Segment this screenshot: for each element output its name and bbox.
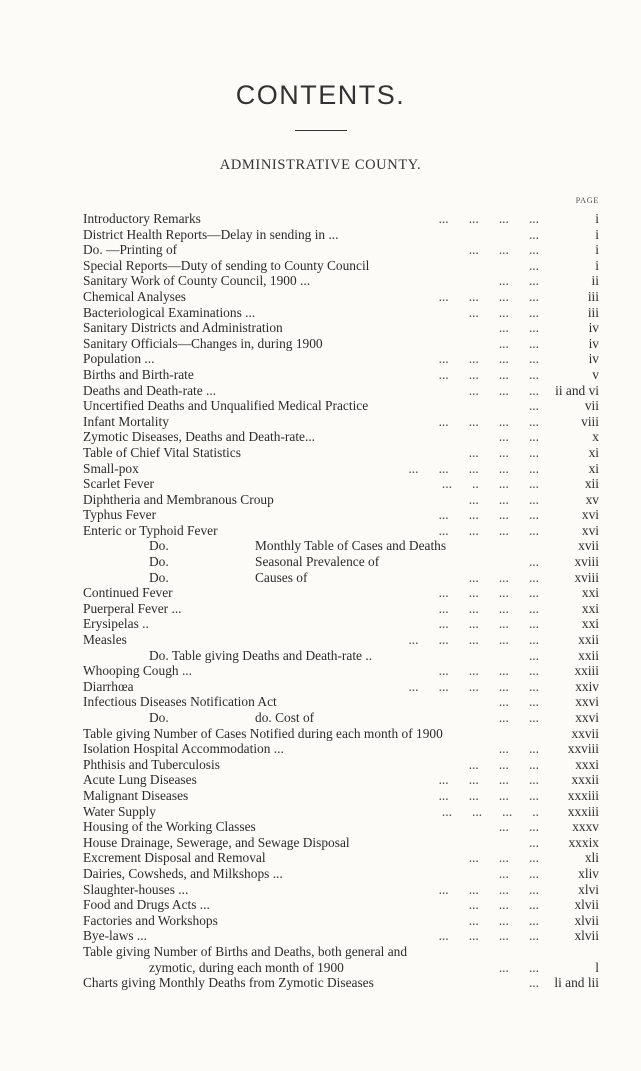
toc-entry-title: Special Reports—Duty of sending to County Council bbox=[83, 257, 370, 273]
toc-leader-dots: ... ... ... .. bbox=[441, 803, 539, 819]
toc-entry-title: Do. —Printing of bbox=[83, 242, 178, 258]
toc-entry bbox=[83, 367, 599, 383]
toc-leader-dots: ... ... ... ... bbox=[438, 351, 539, 367]
toc-entry-title: Do. bbox=[149, 554, 169, 570]
toc-entry-title: Do. Table giving Deaths and Death-rate .. bbox=[149, 647, 373, 663]
toc-entry-subtitle: do. Cost of bbox=[255, 710, 315, 725]
toc-page-number: iv bbox=[588, 351, 599, 367]
toc-entry-title: zymotic, during each month of 1900 bbox=[149, 959, 344, 975]
table-of-contents bbox=[83, 211, 599, 991]
section-subtitle: ADMINISTRATIVE COUNTY. bbox=[219, 157, 422, 173]
toc-entry-title: Bye-laws ... bbox=[83, 928, 147, 944]
toc-entry-title: Deaths and Death-rate ... bbox=[83, 382, 217, 398]
toc-entry-title: Diarrhœa bbox=[83, 678, 134, 694]
toc-leader-dots: ... ... ... ... bbox=[438, 663, 539, 679]
toc-entry-title: Small-pox bbox=[83, 460, 139, 476]
toc-leader-dots: ... ... ... ... bbox=[438, 787, 539, 803]
toc-entry bbox=[83, 414, 599, 430]
toc-page-number: xxvi bbox=[575, 710, 599, 725]
toc-leader-dots: ... ... bbox=[498, 959, 539, 975]
toc-leader-dots: ... ... ... ... bbox=[438, 881, 539, 897]
toc-leader-dots: ... ... ... bbox=[468, 304, 539, 320]
toc-page-number: xliv bbox=[578, 865, 599, 881]
toc-page-number: li and lii bbox=[554, 975, 599, 991]
toc-leader-dots: ... ... ... ... bbox=[438, 585, 539, 601]
toc-entry-title: Phthisis and Tuberculosis bbox=[83, 756, 220, 772]
toc-entry-title: Puerperal Fever ... bbox=[83, 600, 182, 616]
toc-entry-subtitle: Causes of bbox=[255, 569, 308, 585]
toc-page-number: xvii bbox=[578, 538, 599, 554]
toc-leader-dots: ... ... ... bbox=[468, 242, 539, 258]
toc-page-number: xviii bbox=[574, 554, 599, 570]
toc-entry bbox=[83, 835, 599, 851]
toc-entry bbox=[83, 601, 599, 617]
toc-entry bbox=[83, 398, 599, 414]
toc-entry-title: House Drainage, Sewerage, and Sewage Disposal bbox=[83, 834, 350, 850]
toc-entry bbox=[83, 944, 599, 960]
toc-page-number: xxxv bbox=[572, 819, 599, 835]
toc-entry bbox=[83, 975, 599, 991]
toc-page-number: i bbox=[595, 226, 599, 242]
toc-leader-dots: ... ... ... ... bbox=[438, 211, 539, 226]
toc-page-number: xxvi bbox=[575, 694, 599, 710]
toc-entry bbox=[83, 476, 599, 492]
toc-page-number: xvi bbox=[581, 522, 599, 538]
toc-leader-dots: ... ... ... ... bbox=[438, 600, 539, 616]
toc-page-number: xlvi bbox=[578, 881, 599, 897]
toc-entry-title: Births and Birth-rate bbox=[83, 366, 194, 382]
toc-entry bbox=[83, 726, 599, 742]
toc-leader-dots: ... ... bbox=[498, 819, 539, 835]
toc-entry bbox=[83, 928, 599, 944]
toc-entry bbox=[83, 866, 599, 882]
title-rule bbox=[295, 130, 347, 131]
toc-entry bbox=[83, 538, 599, 554]
toc-entry-title: Infectious Diseases Notification Act bbox=[83, 694, 277, 710]
toc-entry bbox=[83, 663, 599, 679]
toc-page-number: iv bbox=[588, 335, 599, 351]
page-title: CONTENTS. bbox=[235, 80, 406, 110]
toc-entry bbox=[83, 305, 599, 321]
toc-page-number: xxvii bbox=[571, 725, 599, 741]
toc-page-number: iii bbox=[587, 304, 599, 320]
toc-leader-dots: ... ... bbox=[498, 710, 539, 725]
toc-entry bbox=[83, 429, 599, 445]
toc-page-number: ii and vi bbox=[555, 382, 599, 398]
toc-page-number: xviii bbox=[574, 569, 599, 585]
toc-entry-title: Typhus Fever bbox=[83, 507, 157, 523]
toc-leader-dots: ... ... ... bbox=[468, 444, 539, 460]
toc-leader-dots: ... ... bbox=[498, 741, 539, 757]
toc-entry bbox=[83, 227, 599, 243]
toc-entry-title: Continued Fever bbox=[83, 585, 173, 601]
toc-entry-title: Charts giving Monthly Deaths from Zymotic Diseases bbox=[83, 975, 374, 991]
toc-entry-title: Do. bbox=[149, 538, 169, 554]
toc-leader-dots: ... ... ... ... bbox=[438, 772, 539, 788]
toc-entry-title: Bacteriological Examinations ... bbox=[83, 304, 256, 320]
toc-page-number: xxxiii bbox=[567, 787, 599, 803]
toc-leader-dots: ... ... ... ... ... bbox=[408, 460, 539, 476]
toc-entry bbox=[83, 850, 599, 866]
toc-page-number: xi bbox=[588, 460, 599, 476]
toc-page-number: xxxii bbox=[571, 772, 599, 788]
toc-page-number: xvi bbox=[581, 507, 599, 523]
toc-page-number: xxii bbox=[578, 632, 599, 648]
toc-entry-title: Whooping Cough ... bbox=[83, 663, 192, 679]
toc-entry-title: Uncertified Deaths and Unqualified Medical Practice bbox=[83, 398, 369, 414]
toc-entry-title: Erysipelas .. bbox=[83, 616, 149, 632]
toc-page-number: viii bbox=[581, 413, 599, 429]
toc-page-number: iii bbox=[587, 288, 599, 304]
toc-entry bbox=[83, 960, 599, 976]
toc-entry-title: Table giving Number of Cases Notified during each month of 1900 bbox=[83, 725, 443, 741]
toc-entry-title: Slaughter-houses ... bbox=[83, 881, 189, 897]
toc-entry bbox=[83, 461, 599, 477]
page-column-label: PAGE bbox=[575, 195, 599, 205]
toc-page-number: xi bbox=[588, 444, 599, 460]
toc-entry-title: Acute Lung Diseases bbox=[83, 772, 197, 788]
toc-entry bbox=[83, 897, 599, 913]
toc-entry bbox=[83, 320, 599, 336]
toc-entry-title: Excrement Disposal and Removal bbox=[83, 850, 266, 866]
toc-entry bbox=[83, 882, 599, 898]
toc-entry-title: Sanitary Officials—Changes in, during 1900 bbox=[83, 335, 323, 351]
toc-entry bbox=[83, 570, 599, 586]
toc-page-number: xxi bbox=[581, 600, 599, 616]
toc-leader-dots: ... ... ... ... bbox=[438, 507, 539, 523]
toc-leader-dots: ... ... ... ... ... bbox=[408, 678, 539, 694]
toc-page-number: xlvii bbox=[574, 897, 599, 913]
toc-page-number: xxxi bbox=[575, 756, 599, 772]
toc-entry bbox=[83, 694, 599, 710]
toc-entry-title: Diphtheria and Membranous Croup bbox=[83, 491, 274, 507]
toc-leader-dots: ... ... ... bbox=[468, 756, 539, 772]
toc-entry-title: Sanitary Districts and Administration bbox=[83, 320, 283, 336]
toc-page-number: iv bbox=[588, 320, 599, 336]
toc-leader-dots: ... ... ... ... bbox=[438, 366, 539, 382]
toc-entry-title: Do. bbox=[149, 569, 169, 585]
toc-leader-dots: ... ... ... ... bbox=[438, 928, 539, 944]
toc-entry bbox=[83, 679, 599, 695]
toc-entry-title: Isolation Hospital Accommodation ... bbox=[83, 741, 284, 757]
toc-leader-dots: ... bbox=[528, 554, 539, 570]
toc-entry-title: Introductory Remarks bbox=[83, 211, 201, 226]
toc-entry-title: Population ... bbox=[83, 351, 155, 367]
toc-page-number: xv bbox=[585, 491, 599, 507]
toc-entry-title: Table giving Number of Births and Deaths, both general and bbox=[83, 943, 408, 959]
toc-entry-title: Chemical Analyses bbox=[83, 288, 187, 304]
toc-entry-title: Housing of the Working Classes bbox=[83, 819, 256, 835]
toc-entry bbox=[83, 383, 599, 399]
toc-entry-title: Do. bbox=[149, 710, 169, 725]
toc-page-number: xli bbox=[584, 850, 599, 866]
toc-entry-title: Enteric or Typhoid Fever bbox=[83, 522, 218, 538]
toc-entry bbox=[83, 242, 599, 258]
toc-page-number: xxi bbox=[581, 585, 599, 601]
toc-leader-dots: ... ... ... ... bbox=[438, 288, 539, 304]
toc-page-number: i bbox=[595, 257, 599, 273]
toc-page-number: xlvii bbox=[574, 928, 599, 944]
toc-entry bbox=[83, 632, 599, 648]
toc-entry-subtitle: Seasonal Prevalence of bbox=[255, 554, 380, 570]
toc-entry bbox=[83, 351, 599, 367]
toc-page-number: vii bbox=[584, 398, 599, 414]
toc-page-number: xxxiii bbox=[567, 803, 599, 819]
toc-entry bbox=[83, 554, 599, 570]
toc-page-number: l bbox=[595, 959, 599, 975]
toc-page-number: v bbox=[592, 366, 599, 382]
toc-entry-title: Scarlet Fever bbox=[83, 476, 155, 492]
toc-leader-dots: ... ... bbox=[498, 865, 539, 881]
toc-entry-title: Measles bbox=[83, 632, 127, 648]
toc-entry bbox=[83, 819, 599, 835]
toc-entry-title: Food and Drugs Acts ... bbox=[83, 897, 210, 913]
toc-leader-dots: ... ... ... bbox=[468, 382, 539, 398]
toc-entry bbox=[83, 585, 599, 601]
toc-leader-dots: ... ... ... ... bbox=[438, 522, 539, 538]
toc-leader-dots: ... bbox=[528, 226, 539, 242]
toc-leader-dots: ... ... bbox=[498, 335, 539, 351]
toc-leader-dots: ... ... bbox=[498, 429, 539, 445]
toc-page-number: xxiv bbox=[575, 678, 599, 694]
toc-entry-title: Infant Mortality bbox=[83, 413, 169, 429]
toc-leader-dots: ... .. ... ... bbox=[441, 476, 539, 492]
toc-leader-dots: ... bbox=[528, 975, 539, 991]
toc-entry-subtitle: Monthly Table of Cases and Deaths bbox=[255, 538, 447, 554]
toc-leader-dots: ... bbox=[528, 647, 539, 663]
toc-page-number: ii bbox=[591, 273, 599, 289]
toc-leader-dots: ... ... ... ... bbox=[438, 616, 539, 632]
toc-leader-dots: ... ... ... bbox=[468, 850, 539, 866]
toc-entry bbox=[83, 788, 599, 804]
toc-leader-dots: ... ... ... ... ... bbox=[408, 632, 539, 648]
toc-entry bbox=[83, 741, 599, 757]
toc-page-number: xxi bbox=[581, 616, 599, 632]
toc-entry bbox=[83, 648, 599, 664]
toc-entry bbox=[83, 211, 599, 227]
toc-leader-dots: ... ... bbox=[498, 694, 539, 710]
toc-entry bbox=[83, 289, 599, 305]
toc-entry bbox=[83, 710, 599, 726]
toc-page-number: xxxix bbox=[568, 834, 599, 850]
toc-leader-dots: ... bbox=[528, 398, 539, 414]
toc-leader-dots: ... bbox=[528, 257, 539, 273]
toc-page-number: xlvii bbox=[574, 912, 599, 928]
toc-entry-title: Zymotic Diseases, Deaths and Death-rate... bbox=[83, 429, 316, 445]
toc-entry bbox=[83, 772, 599, 788]
toc-entry-title: Dairies, Cowsheds, and Milkshops ... bbox=[83, 865, 283, 881]
toc-page-number: i bbox=[595, 211, 599, 226]
toc-page-number: x bbox=[592, 429, 599, 445]
toc-leader-dots: ... ... ... bbox=[468, 897, 539, 913]
toc-leader-dots: ... ... bbox=[498, 273, 539, 289]
toc-page-number: xxii bbox=[578, 647, 599, 663]
toc-entry-title: Water Supply bbox=[83, 803, 156, 819]
toc-entry bbox=[83, 804, 599, 820]
toc-leader-dots: ... ... ... bbox=[468, 569, 539, 585]
toc-entry bbox=[83, 913, 599, 929]
toc-page-number: i bbox=[595, 242, 599, 258]
toc-leader-dots: ... bbox=[528, 834, 539, 850]
toc-entry-title: Table of Chief Vital Statistics bbox=[83, 444, 241, 460]
toc-entry bbox=[83, 273, 599, 289]
toc-entry bbox=[83, 492, 599, 508]
toc-page-number: xxviii bbox=[567, 741, 599, 757]
toc-entry bbox=[83, 445, 599, 461]
toc-page-number: xxiii bbox=[574, 663, 599, 679]
toc-entry bbox=[83, 336, 599, 352]
toc-leader-dots: ... ... ... bbox=[468, 491, 539, 507]
toc-entry-title: Sanitary Work of County Council, 1900 ... bbox=[83, 273, 311, 289]
toc-entry bbox=[83, 616, 599, 632]
toc-leader-dots: ... ... ... bbox=[468, 912, 539, 928]
toc-leader-dots: ... ... ... ... bbox=[438, 413, 539, 429]
toc-leader-dots: ... ... bbox=[498, 320, 539, 336]
toc-entry bbox=[83, 507, 599, 523]
toc-entry-title: Malignant Diseases bbox=[83, 787, 189, 803]
toc-entry bbox=[83, 523, 599, 539]
toc-entry bbox=[83, 258, 599, 274]
toc-entry bbox=[83, 757, 599, 773]
toc-entry-title: District Health Reports—Delay in sending in ... bbox=[83, 226, 339, 242]
toc-page-number: xii bbox=[584, 476, 599, 492]
toc-entry-title: Factories and Workshops bbox=[83, 912, 218, 928]
